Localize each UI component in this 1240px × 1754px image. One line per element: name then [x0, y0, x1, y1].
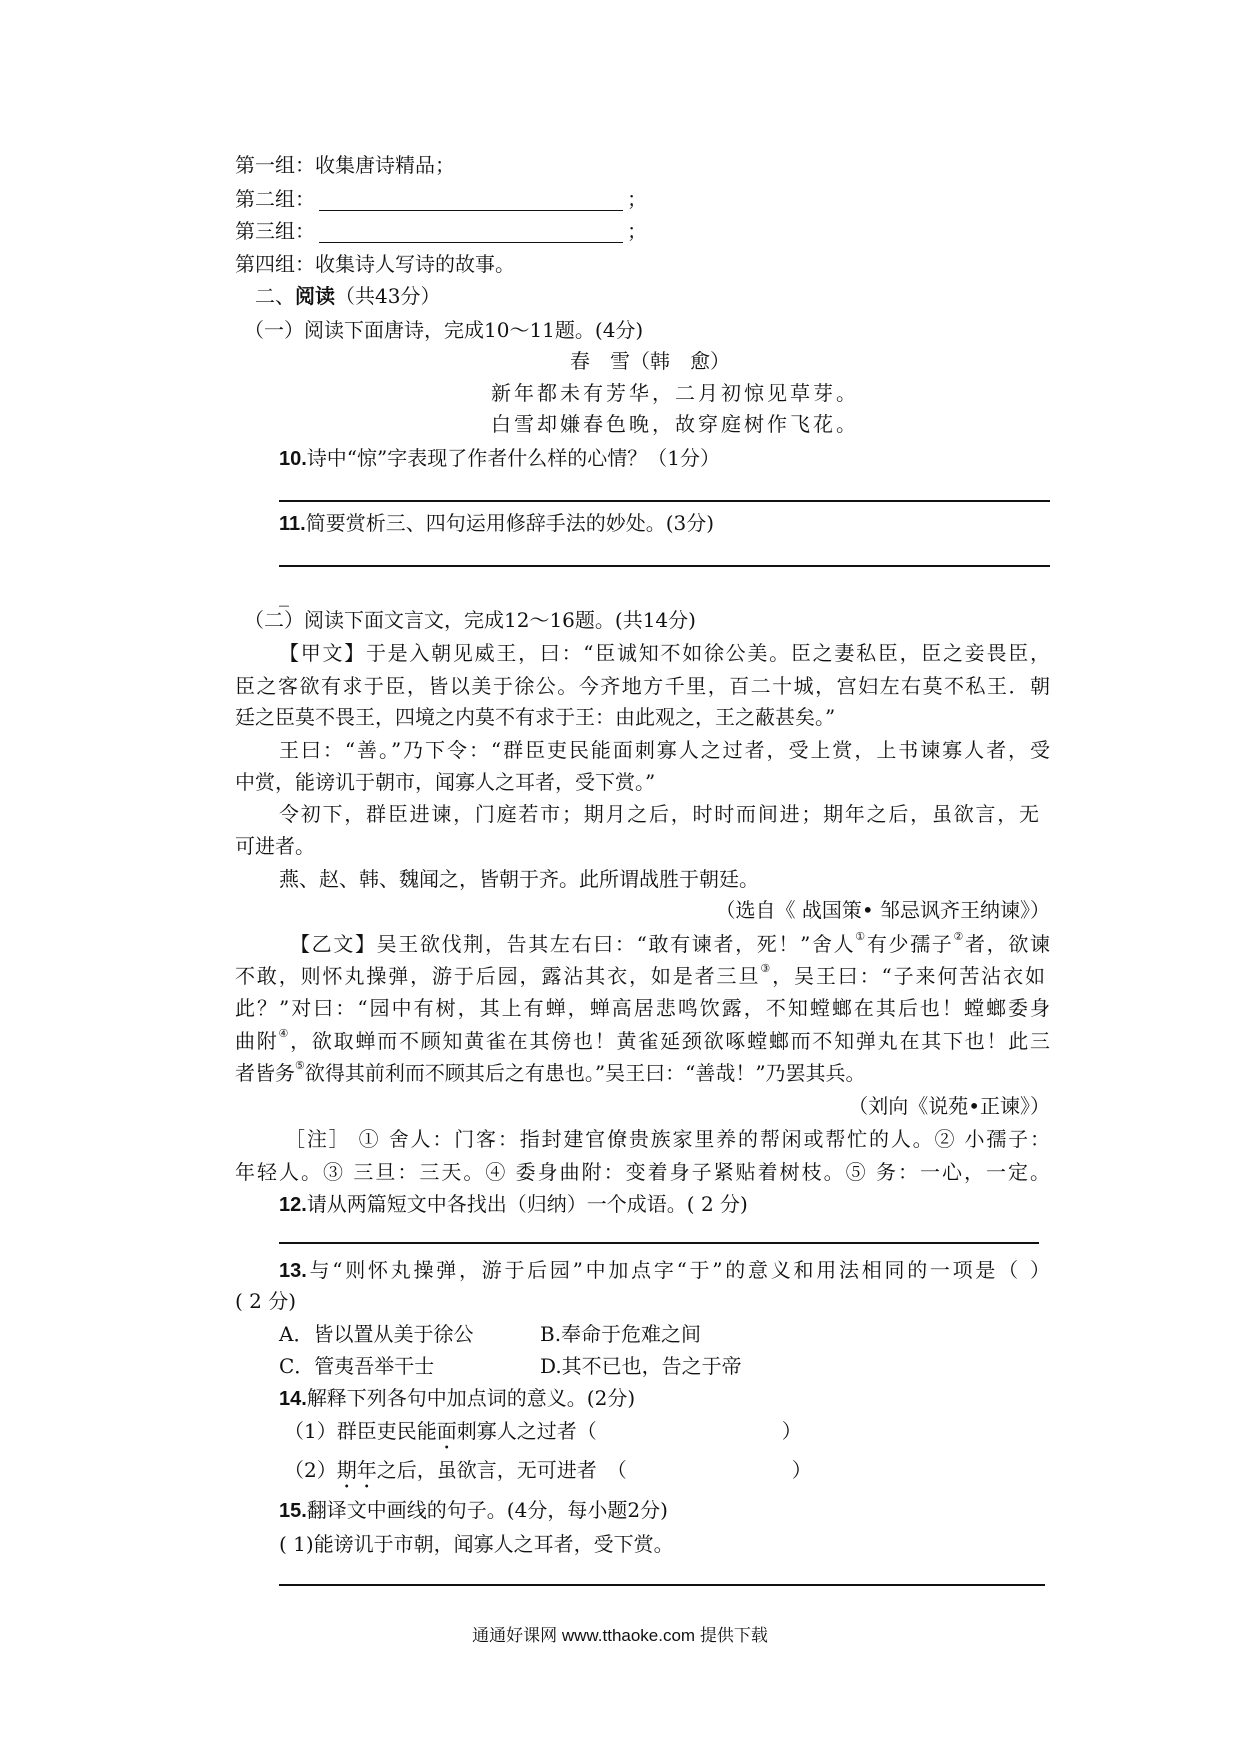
note-line: 年轻人。③ 三旦：三天。④ 委身曲附：变着身子紧贴着树枝。⑤ 务：一心，一定。: [235, 1160, 1050, 1184]
group-2: [235, 187, 647, 211]
question-text: 请从两篇短文中各找出（归纳）一个成语。( 2 分): [306, 1192, 748, 1216]
question-15: [279, 1498, 668, 1523]
yi-text: 者皆务: [235, 1061, 295, 1085]
question-number: 13.: [279, 1260, 307, 1282]
poem-line: 白雪却嫌春色晚，故穿庭树作飞花。: [491, 412, 859, 436]
answer-blank[interactable]: [319, 190, 623, 211]
semicolon: ；: [627, 187, 647, 211]
bracket: ）: [791, 1458, 812, 1482]
group-2-label: 第二组：: [235, 187, 315, 211]
question-13: [279, 1258, 1050, 1283]
dotted-word: 期年: [336, 1458, 377, 1482]
question-text: 与“则怀丸操弹，游于后园”中加点字“于”的意义和用法相同的一项是（ ）: [306, 1258, 1050, 1282]
question-text: 翻译文中画线的句子。(4分，每小题2分): [306, 1498, 668, 1522]
item-text: 之后，虽欲言，无可进者 （: [376, 1458, 627, 1482]
poem-title: 春 雪（韩 愈）: [570, 349, 730, 373]
question-number: 12.: [279, 1194, 307, 1216]
question-12: [279, 1192, 748, 1217]
yi-text: 欲得其前利而不顾其后之有患也。”吴王曰：“善哉！”乃罢其兵。: [304, 1061, 866, 1085]
yi-text: 【乙文】吴王欲伐荆，告其左右曰：“敢有谏者，死！”舍人: [290, 932, 856, 956]
yi-text: 者，欲谏: [965, 932, 1050, 956]
question-text: 诗中“惊”字表现了作者什么样的心情？（1分）: [306, 446, 720, 470]
yi-line: [235, 964, 1045, 988]
yi-text: 不敢，则怀丸操弹，游于后园，露沾其衣，如是者三旦: [235, 964, 761, 988]
answer-line[interactable]: [279, 565, 1050, 567]
footer-watermark: 通通好课网 www.tthaoke.com 提供下载: [472, 1626, 768, 1645]
jia-line: 臣之客欲有求于臣，皆以美于徐公。今齐地方千里，百二十城，宫妇左右莫不私王．朝: [235, 674, 1050, 698]
question-text: 简要赏析三、四句运用修辞手法的妙处。(3分): [305, 511, 715, 535]
yi-text: 有少孺子: [866, 932, 954, 956]
item-text: （1）群臣吏民能: [284, 1419, 437, 1443]
question-text: 解释下列各句中加点词的意义。(2分): [306, 1386, 636, 1410]
section-title: 阅读: [295, 286, 335, 308]
question-10: [279, 446, 720, 471]
note-mark: ①: [855, 930, 867, 943]
bracket: ）: [781, 1419, 802, 1443]
item-text: （2）: [284, 1458, 337, 1482]
answer-line[interactable]: [279, 1584, 1045, 1586]
jia-line: 燕、赵、韩、魏闻之，皆朝于齐。此所谓战胜于朝廷。: [279, 867, 759, 891]
yi-text: ，欲取蝉而不顾知黄雀在其傍也！黄雀延颈欲啄螳螂而不知弹丸在其下也！此三: [290, 1029, 1051, 1053]
yi-text: 曲附: [235, 1029, 279, 1053]
yi-line: [290, 932, 1050, 956]
option-a[interactable]: A．皆以置从美于徐公: [279, 1322, 474, 1346]
answer-blank[interactable]: [319, 222, 623, 243]
section-heading: [255, 284, 440, 309]
group-4: 第四组：收集诗人写诗的故事。: [235, 252, 515, 276]
group-3: [235, 219, 647, 243]
note-mark: ⑤: [295, 1059, 305, 1072]
option-c[interactable]: C．管夷吾举干士: [279, 1354, 435, 1378]
option-d[interactable]: D.其不已也，告之于帝: [540, 1354, 742, 1378]
item-text: 刺寡人之过者（: [456, 1419, 597, 1443]
group-3-label: 第三组：: [235, 219, 315, 243]
yi-source: （刘向《说苑•正谏》）: [848, 1094, 1050, 1118]
jia-line: 令初下，群臣进谏，门庭若市；期月之后，时时而间进；期年之后，虽欲言，无: [279, 802, 1039, 826]
dotted-word: 面: [436, 1419, 457, 1443]
part1-intro: （一）阅读下面唐诗，完成10～11题。(4分): [244, 318, 644, 342]
jia-line: 中赏，能谤讥于朝市，闻寡人之耳者，受下赏。”: [235, 770, 656, 794]
jia-line: 王曰：“善。”乃下令：“群臣吏民能面刺寡人之过者，受上赏，上书谏寡人者，受: [279, 738, 1050, 762]
jia-line: 可进者。: [235, 834, 315, 858]
jia-source: （选自《 战国策• 邹忌讽齐王纳谏》）: [715, 898, 1050, 922]
yi-line: [235, 1061, 866, 1085]
note-line: ［注］ ① 舍人：门客：指封建官僚贵族家里养的帮闲或帮忙的人。② 小孺子：: [285, 1127, 1050, 1151]
stray-mark: _: [279, 583, 289, 607]
jia-line: 【甲文】于是入朝见威王，曰：“臣诚知不如徐公美。臣之妻私臣，臣之妾畏臣，: [279, 641, 1050, 665]
section-number: 二、: [255, 284, 295, 308]
question-15-item-1: ( 1)能谤讥于市朝，闻寡人之耳者，受下赏。: [279, 1532, 674, 1556]
yi-line: 此？”对曰：“园中有树，其上有蝉，蝉高居悲鸣饮露，不知螳螂在其后也！螳螂委身: [235, 996, 1050, 1020]
question-number: 15.: [279, 1500, 307, 1522]
yi-text: ，吴王曰：“子来何苦沾衣如: [772, 964, 1046, 988]
question-number: 10.: [279, 448, 307, 470]
note-mark: ③: [760, 962, 773, 975]
poem-line: 新年都未有芳华，二月初惊见草芽。: [491, 381, 859, 405]
question-number: 14.: [279, 1388, 307, 1410]
section-score: （共43分）: [335, 284, 441, 308]
question-13-score: ( 2 分): [235, 1289, 297, 1313]
semicolon: ；: [627, 219, 647, 243]
question-14-item-1: [284, 1419, 802, 1454]
note-mark: ④: [278, 1027, 291, 1040]
jia-line: 廷之臣莫不畏王，四境之内莫不有求于王：由此观之，王之蔽甚矣。”: [235, 705, 836, 729]
group-1: 第一组：收集唐诗精品；: [235, 153, 455, 177]
question-14: [279, 1386, 635, 1411]
question-number: 11.: [279, 513, 306, 535]
question-11: [279, 511, 714, 536]
yi-line: [235, 1029, 1050, 1053]
answer-line[interactable]: [279, 500, 1050, 502]
note-mark: ②: [953, 930, 966, 943]
answer-line[interactable]: [279, 1242, 1039, 1244]
part2-intro: （二）阅读下面文言文，完成12～16题。(共14分): [244, 608, 696, 632]
question-14-item-2: [284, 1458, 812, 1493]
option-b[interactable]: B.奉命于危难之间: [540, 1322, 702, 1346]
